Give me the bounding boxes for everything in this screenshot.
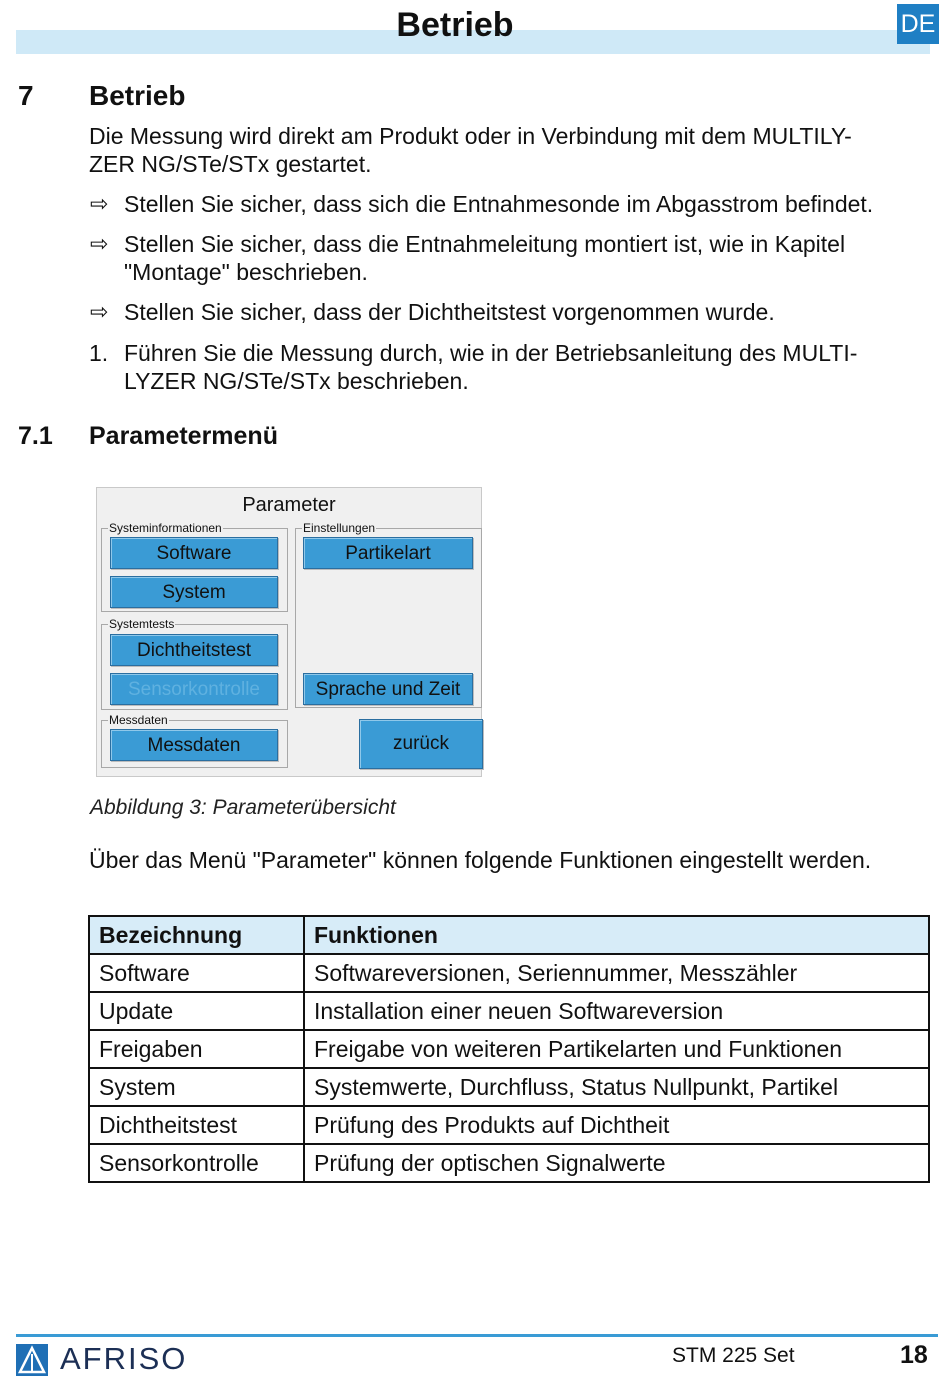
brand-logo-text: AFRISO xyxy=(60,1341,188,1376)
table-cell-function: Installation einer neuen Softwareversion xyxy=(304,992,929,1030)
arrow-bullet-icon: ⇨ xyxy=(90,191,109,216)
zurueck-button[interactable]: zurück xyxy=(359,719,483,769)
sensorkontrolle-button: Sensorkontrolle xyxy=(110,673,278,705)
table-cell-function: Prüfung des Produkts auf Dichtheit xyxy=(304,1106,929,1144)
software-button[interactable]: Software xyxy=(110,537,278,569)
table-row xyxy=(89,1106,929,1144)
messdaten-button[interactable]: Messdaten xyxy=(110,729,278,761)
table-row xyxy=(89,1144,929,1182)
function-table xyxy=(88,915,930,1183)
subsection-number: 7.1 xyxy=(18,422,53,450)
table-row xyxy=(89,954,929,992)
page-number: 18 xyxy=(900,1341,928,1369)
system-button[interactable]: System xyxy=(110,576,278,608)
bullet-text: Stellen Sie sicher, dass sich die Entnahmesonde im Abgasstrom befindet. xyxy=(124,191,874,217)
table-header-cell: Bezeichnung xyxy=(89,916,304,954)
footer-line xyxy=(16,1334,938,1337)
bullet-text: "Montage" beschrieben. xyxy=(124,259,368,285)
section-title: Betrieb xyxy=(89,80,186,111)
table-header-row xyxy=(89,916,929,954)
sprache-und-zeit-button[interactable]: Sprache und Zeit xyxy=(303,673,473,705)
page-header-title: Betrieb xyxy=(396,6,514,44)
table-cell-name: Dichtheitstest xyxy=(89,1106,304,1144)
table-row xyxy=(89,1068,929,1106)
step-text: Führen Sie die Messung durch, wie in der Betriebsanleitung des MULTI- xyxy=(124,340,858,366)
group-label: Messdaten xyxy=(109,713,168,727)
group-label: Einstellungen xyxy=(303,521,376,535)
parameter-screen-figure xyxy=(96,487,482,777)
table-cell-function: Softwareversionen, Seriennummer, Messzähler xyxy=(304,954,929,992)
table-cell-name: Update xyxy=(89,992,304,1030)
table-row xyxy=(89,992,929,1030)
table-header-cell: Funktionen xyxy=(304,916,929,954)
dichtheitstest-button[interactable]: Dichtheitstest xyxy=(110,634,278,666)
step-number: 1. xyxy=(89,340,109,366)
table-cell-function: Prüfung der optischen Signalwerte xyxy=(304,1144,929,1182)
partikelart-button[interactable]: Partikelart xyxy=(303,537,473,569)
intro-line-2: ZER NG/STe/STx gestartet. xyxy=(89,151,372,177)
table-cell-name: Software xyxy=(89,954,304,992)
table-cell-function: Freigabe von weiteren Partikelarten und Funktionen xyxy=(304,1030,929,1068)
group-label: Systeminformationen xyxy=(109,521,222,535)
afriso-logo-icon xyxy=(16,1344,48,1376)
figure-caption: Abbildung 3: Parameterübersicht xyxy=(90,796,396,819)
arrow-bullet-icon: ⇨ xyxy=(90,299,109,324)
table-cell-name: Sensorkontrolle xyxy=(89,1144,304,1182)
menu-intro-text: Über das Menü "Parameter" können folgende Funktionen eingestellt werden. xyxy=(89,847,872,873)
step-text: LYZER NG/STe/STx beschrieben. xyxy=(124,368,469,394)
table-cell-function: Systemwerte, Durchfluss, Status Nullpunkt, Partikel xyxy=(304,1068,929,1106)
intro-line-1: Die Messung wird direkt am Produkt oder in Verbindung mit dem MULTILY- xyxy=(89,123,852,149)
table-cell-name: System xyxy=(89,1068,304,1106)
language-badge: DE xyxy=(897,4,939,44)
bullet-text: Stellen Sie sicher, dass die Entnahmeleitung montiert ist, wie in Kapitel xyxy=(124,231,846,257)
screen-title: Parameter xyxy=(242,494,336,516)
table-cell-name: Freigaben xyxy=(89,1030,304,1068)
product-name: STM 225 Set xyxy=(672,1344,795,1367)
group-label: Systemtests xyxy=(109,617,175,631)
arrow-bullet-icon: ⇨ xyxy=(90,231,109,256)
table-row xyxy=(89,1030,929,1068)
bullet-text: Stellen Sie sicher, dass der Dichtheitstest vorgenommen wurde. xyxy=(124,299,775,325)
section-number: 7 xyxy=(18,80,34,111)
subsection-title: Parametermenü xyxy=(89,422,278,450)
